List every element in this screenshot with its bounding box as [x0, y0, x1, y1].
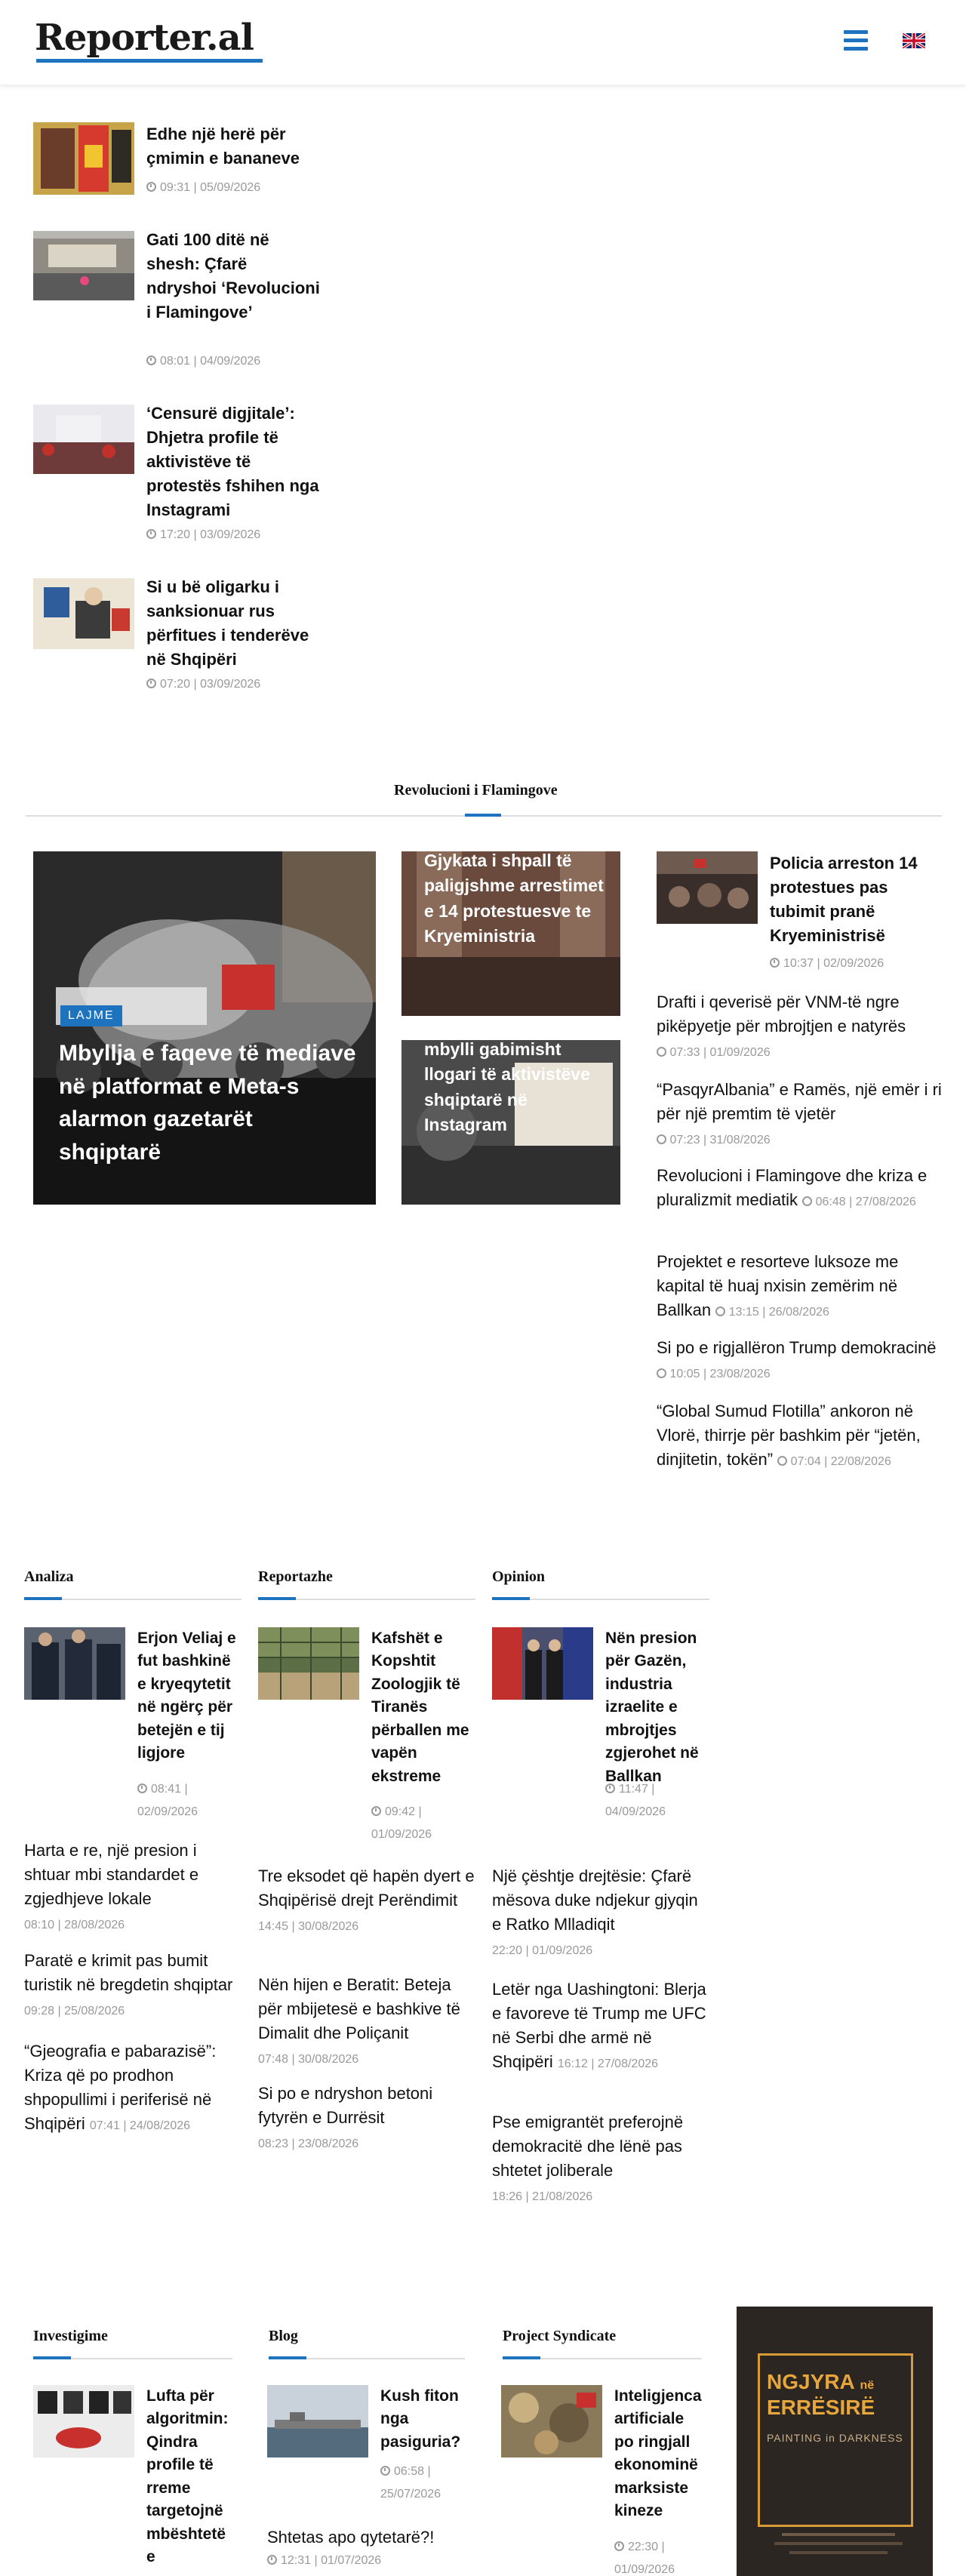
article-meta: 09:42 | 01/09/2026	[371, 1805, 432, 1842]
article-thumbnail[interactable]	[24, 1627, 125, 1700]
uk-flag-language-icon[interactable]	[903, 33, 925, 48]
poster-title-line2: ERRËSIRË	[767, 2396, 875, 2419]
clock-icon	[137, 1784, 147, 1793]
article-title[interactable]: Gati 100 ditë në shesh: Çfarë ndryshoi ‘Revolucioni i Flamingove’	[146, 230, 320, 322]
section-accent	[33, 2356, 71, 2359]
article-link[interactable]: Drafti i qeverisë për VNM-të ngre pikëpyetje për mbrojtjen e natyrës 07:33 | 01/09/2026	[657, 993, 906, 1059]
featured-article[interactable]	[401, 851, 620, 1016]
article-meta: 12:31 | 01/07/2026	[267, 2554, 381, 2568]
article-meta: 10:37 | 02/09/2026	[770, 957, 884, 971]
poster-subtitle: PAINTING in DARKNESS	[767, 2432, 903, 2444]
featured-article[interactable]	[401, 1040, 620, 1205]
section-title[interactable]: Revolucioni i Flamingove	[394, 782, 558, 799]
clock-icon	[802, 1196, 812, 1206]
article-thumbnail[interactable]	[33, 231, 134, 300]
article-title[interactable]: Lufta për algoritmin: Qindra profile të rreme targetojnë mbështetë e	[146, 2387, 229, 2566]
article-title[interactable]: ‘Censurë digjitale’: Dhjetra profile të aktivistëve të protestës fshihen nga Instagrami	[146, 404, 319, 519]
section-title[interactable]: Blog	[269, 2328, 298, 2344]
article-link[interactable]: Tre eksodet që hapën dyert e Shqipërisë drejt Perëndimit 14:45 | 30/08/2026	[258, 1867, 475, 1933]
logo-underline	[36, 59, 263, 63]
article-link[interactable]: Pse emigrantët preferojnë demokracitë dhe lënë pas shtetet joliberale 18:26 | 21/08/2026	[492, 2113, 684, 2203]
clock-icon	[657, 1047, 666, 1057]
clock-icon	[715, 1306, 725, 1316]
article-link[interactable]: Paratë e krimit pas bumit turistik në bregdetin shqiptar 09:28 | 25/08/2026	[24, 1951, 233, 2017]
clock-icon	[770, 958, 780, 968]
section-title[interactable]: Opinion	[492, 1568, 546, 1585]
article-link[interactable]: Si po e rigjallëron Trump demokracinë 10:05 | 23/08/2026	[657, 1338, 937, 1380]
article-meta: 09:31 | 05/09/2026	[146, 181, 260, 195]
article-thumbnail[interactable]	[501, 2385, 602, 2458]
article-thumbnail[interactable]	[258, 1627, 359, 1700]
poster-credits-line	[789, 2551, 888, 2554]
clock-icon	[777, 1456, 787, 1466]
article-link[interactable]: “PasqyrAlbania” e Ramës, një emër i ri për një premtim të vjetër 07:23 | 31/08/2026	[657, 1080, 942, 1146]
article-thumbnail[interactable]	[33, 122, 134, 195]
section-accent	[269, 2356, 306, 2359]
event-poster[interactable]	[737, 2307, 933, 2576]
featured-article-title[interactable]: Gjykata i shpall të paligjshme arrestimet e 14 protestuesve te Kryeministria	[424, 851, 604, 946]
poster-title-line1: NGJYRA në	[767, 2370, 875, 2393]
clock-icon	[146, 182, 156, 192]
clock-icon	[605, 1784, 615, 1793]
poster-credits-line	[774, 2542, 903, 2545]
clock-icon	[614, 2541, 624, 2551]
article-title[interactable]: Nën presion për Gazën, industria izraelite e mbrojtjes zgjerohet në Ballkan	[605, 1630, 699, 1785]
section-accent	[492, 1597, 530, 1600]
section-title[interactable]: Reportazhe	[258, 1568, 333, 1585]
site-logo[interactable]: Reporter.al	[35, 17, 254, 59]
article-link[interactable]: Si po e ndryshon betoni fytyrën e Durrësit 08:23 | 23/08/2026	[258, 2084, 433, 2150]
article-meta: 06:58 | 25/07/2026	[380, 2465, 441, 2501]
clock-icon	[146, 679, 156, 688]
clock-icon	[371, 1806, 381, 1816]
article-title[interactable]: Policia arreston 14 protestues pas tubimit pranë Kryeministrisë	[770, 854, 918, 945]
section-accent	[465, 814, 501, 817]
article-thumbnail[interactable]	[492, 1627, 593, 1700]
article-thumbnail[interactable]	[33, 578, 134, 649]
featured-article-title[interactable]: mbylli gabimisht llogari të aktivistëve shqiptarë në Instagram	[424, 1040, 590, 1135]
section-title[interactable]: Analiza	[24, 1568, 74, 1585]
article-meta: 08:01 | 04/09/2026	[146, 355, 260, 368]
hamburger-menu-icon[interactable]	[844, 30, 868, 51]
section-accent	[258, 1597, 296, 1600]
clock-icon	[146, 529, 156, 539]
section-accent	[503, 2356, 540, 2359]
article-meta: 08:41 | 02/09/2026	[137, 1783, 198, 1819]
article-meta: 11:47 | 04/09/2026	[605, 1783, 666, 1819]
featured-article-title[interactable]: Mbyllja e faqeve të mediave në platformat e Meta-s alarmon gazetarët shqiptarë	[59, 1041, 356, 1165]
article-title[interactable]: Si u bë oligarku i sanksionuar rus përfitues i tenderëve në Shqipëri	[146, 577, 309, 669]
article-title[interactable]: Inteligjenca artificiale po ringjall ekonominë marksiste kineze	[614, 2387, 702, 2520]
article-link[interactable]: Një çështje drejtësie: Çfarë mësova duke ndjekur gjyqin e Ratko Mlladiqit 22:20 | 01/09/2026	[492, 1867, 698, 1957]
clock-icon	[657, 1368, 666, 1378]
article-thumbnail[interactable]	[657, 851, 758, 924]
clock-icon	[380, 2466, 390, 2476]
clock-icon	[267, 2555, 277, 2565]
clock-icon	[657, 1134, 666, 1144]
section-title[interactable]: Investigime	[33, 2328, 108, 2344]
poster-credits-line	[782, 2533, 895, 2536]
article-title[interactable]: Edhe një herë për çmimin e bananeve	[146, 125, 300, 168]
article-thumbnail[interactable]	[33, 405, 134, 474]
featured-article[interactable]	[33, 851, 376, 1205]
article-title[interactable]: Kush fiton nga pasiguria?	[380, 2387, 461, 2451]
article-thumbnail[interactable]	[33, 2385, 134, 2458]
article-link[interactable]: “Gjeografia e pabarazisë”: Kriza që po prodhon shpopullimi i periferisë në Shqipëri 07:41 | 24/08/2026	[24, 2042, 217, 2133]
article-link[interactable]: Revolucioni i Flamingove dhe kriza e pluralizmit mediatik 06:48 | 27/08/2026	[657, 1166, 928, 1209]
article-link[interactable]: “Global Sumud Flotilla” ankoron në Vlorë, thirrje për bashkim për “jetën, dinjitetin, tokën” 07:04 | 22/08/2026	[657, 1402, 921, 1469]
category-badge[interactable]: LAJME	[60, 1005, 122, 1026]
article-title[interactable]: Kafshët e Kopshtit Zoologjik të Tiranës përballen me vapën ekstreme	[371, 1630, 469, 1785]
article-meta: 22:30 | 01/09/2026	[614, 2541, 675, 2576]
site-header	[0, 0, 966, 85]
article-link[interactable]: Nën hijen e Beratit: Beteja për mbijetesë e bashkive të Dimalit dhe Poliçanit 07:48 | 30/08/2026	[258, 1975, 460, 2066]
article-link[interactable]: Harta e re, një presion i shtuar mbi standardet e zgjedhjeve lokale 08:10 | 28/08/2026	[24, 1841, 199, 1931]
clock-icon	[146, 355, 156, 365]
section-accent	[24, 1597, 62, 1600]
section-title[interactable]: Project Syndicate	[503, 2328, 617, 2344]
article-meta: 17:20 | 03/09/2026	[146, 528, 260, 542]
article-link[interactable]: Shtetas apo qytetarë?!	[267, 2528, 435, 2547]
article-link[interactable]: Projektet e resorteve luksoze me kapital të huaj nxisin zemërim në Ballkan 13:15 | 26/08/2026	[657, 1252, 899, 1319]
article-meta: 07:20 | 03/09/2026	[146, 678, 260, 691]
article-thumbnail[interactable]	[267, 2385, 368, 2458]
article-link[interactable]: Letër nga Uashingtoni: Blerja e favoreve të Trump me UFC në Serbi dhe armë në Shqipëri 16:12 | 27/08/2026	[492, 1980, 706, 2071]
article-title[interactable]: Erjon Veliaj e fut bashkinë e kryeqytetit në ngërç për betejën e tij ligjore	[137, 1630, 236, 1762]
